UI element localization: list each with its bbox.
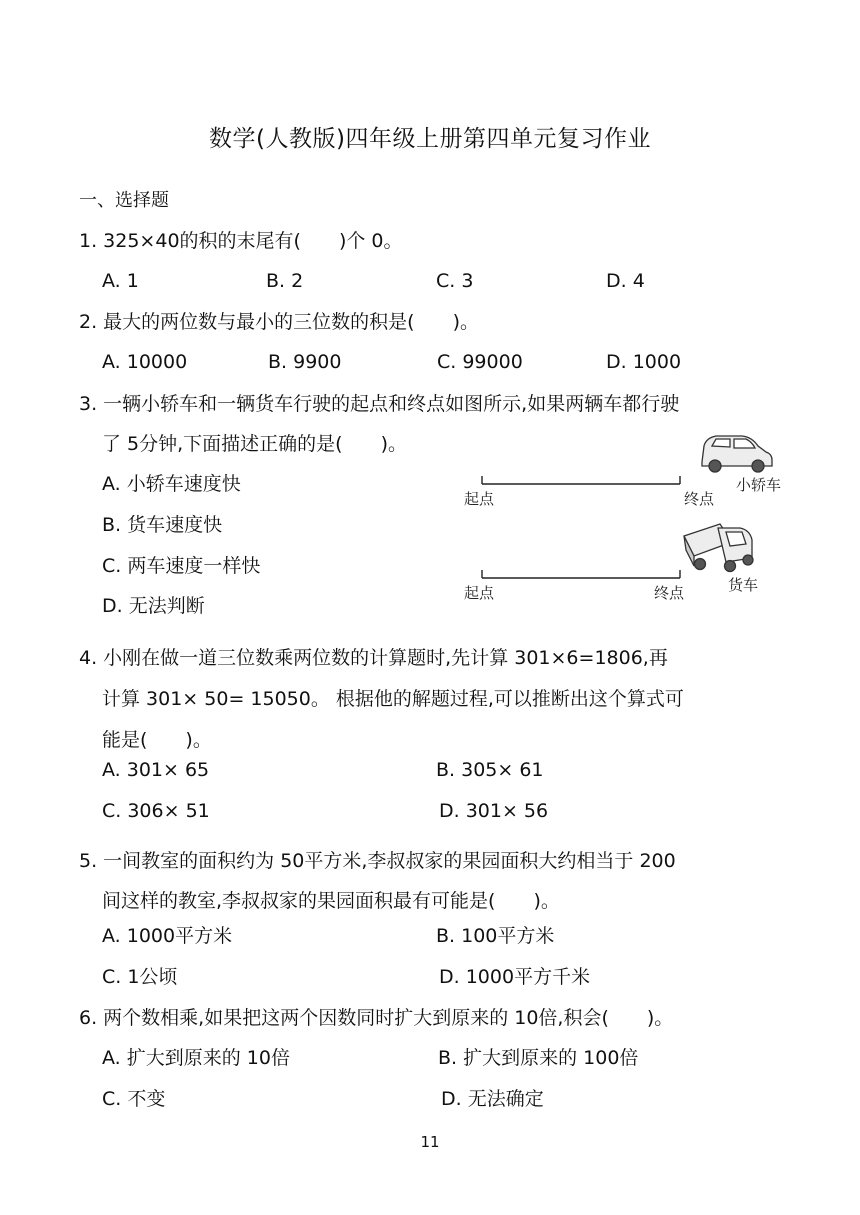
q4-option-b: B. 305× 61	[436, 759, 544, 781]
truck-route-line	[482, 570, 680, 578]
q1-stem: 1. 325×40的积的末尾有( )个 0。	[79, 230, 403, 252]
q6-option-c: C. 不变	[102, 1088, 166, 1110]
section-heading: 一、选择题	[79, 190, 169, 211]
q2-option-b: B. 9900	[268, 351, 342, 373]
car-label: 小轿车	[736, 476, 782, 494]
q4-stem-line-3: 能是( )。	[102, 729, 212, 751]
q5-option-d: D. 1000平方千米	[439, 966, 591, 988]
q4-stem-line-1: 4. 小刚在做一道三位数乘两位数的计算题时,先计算 301×6=1806,再	[79, 647, 668, 669]
q4-option-c: C. 306× 51	[102, 800, 210, 822]
truck-start-label: 起点	[464, 584, 495, 602]
q1-option-c: C. 3	[436, 270, 474, 292]
truck-end-label: 终点	[654, 584, 685, 602]
car-start-label: 起点	[464, 490, 495, 508]
q6-option-d: D. 无法确定	[441, 1088, 544, 1110]
q2-option-d: D. 1000	[606, 351, 682, 373]
page-number: 11	[420, 1133, 440, 1151]
q3-figure	[460, 428, 790, 608]
q3-stem-line-2: 了 5分钟,下面描述正确的是( )。	[102, 433, 407, 455]
page-title: 数学(人教版)四年级上册第四单元复习作业	[209, 126, 651, 152]
q3-stem-line-1: 3. 一辆小轿车和一辆货车行驶的起点和终点如图所示,如果两辆车都行驶	[79, 393, 680, 415]
q5-stem-line-2: 间这样的教室,李叔叔家的果园面积最有可能是( )。	[102, 890, 560, 912]
q3-option-a: A. 小轿车速度快	[102, 473, 241, 495]
q4-option-d: D. 301× 56	[439, 800, 549, 822]
q5-option-b: B. 100平方米	[436, 925, 555, 947]
truck-label: 货车	[728, 576, 759, 594]
q5-option-a: A. 1000平方米	[102, 925, 233, 947]
q1-option-d: D. 4	[606, 270, 645, 292]
q3-option-c: C. 两车速度一样快	[102, 555, 261, 577]
car-end-label: 终点	[684, 490, 715, 508]
car-icon	[702, 436, 772, 472]
q1-option-b: B. 2	[266, 270, 304, 292]
q5-option-c: C. 1公顷	[102, 966, 178, 988]
q3-option-b: B. 货车速度快	[102, 514, 223, 536]
truck-icon	[684, 524, 753, 572]
q2-option-c: C. 99000	[437, 351, 523, 373]
q6-option-a: A. 扩大到原来的 10倍	[102, 1047, 290, 1069]
q3-option-d: D. 无法判断	[102, 595, 205, 617]
q2-stem: 2. 最大的两位数与最小的三位数的积是( )。	[79, 311, 479, 333]
q2-option-a: A. 10000	[102, 351, 188, 373]
q6-option-b: B. 扩大到原来的 100倍	[438, 1047, 639, 1069]
car-route-line	[482, 476, 680, 484]
q1-option-a: A. 1	[102, 270, 139, 292]
q5-stem-line-1: 5. 一间教室的面积约为 50平方米,李叔叔家的果园面积大约相当于 200	[79, 850, 676, 872]
q4-stem-line-2: 计算 301× 50= 15050。 根据他的解题过程,可以推断出这个算式可	[102, 688, 684, 710]
q6-stem: 6. 两个数相乘,如果把这两个因数同时扩大到原来的 10倍,积会( )。	[79, 1007, 674, 1029]
q4-option-a: A. 301× 65	[102, 759, 210, 781]
